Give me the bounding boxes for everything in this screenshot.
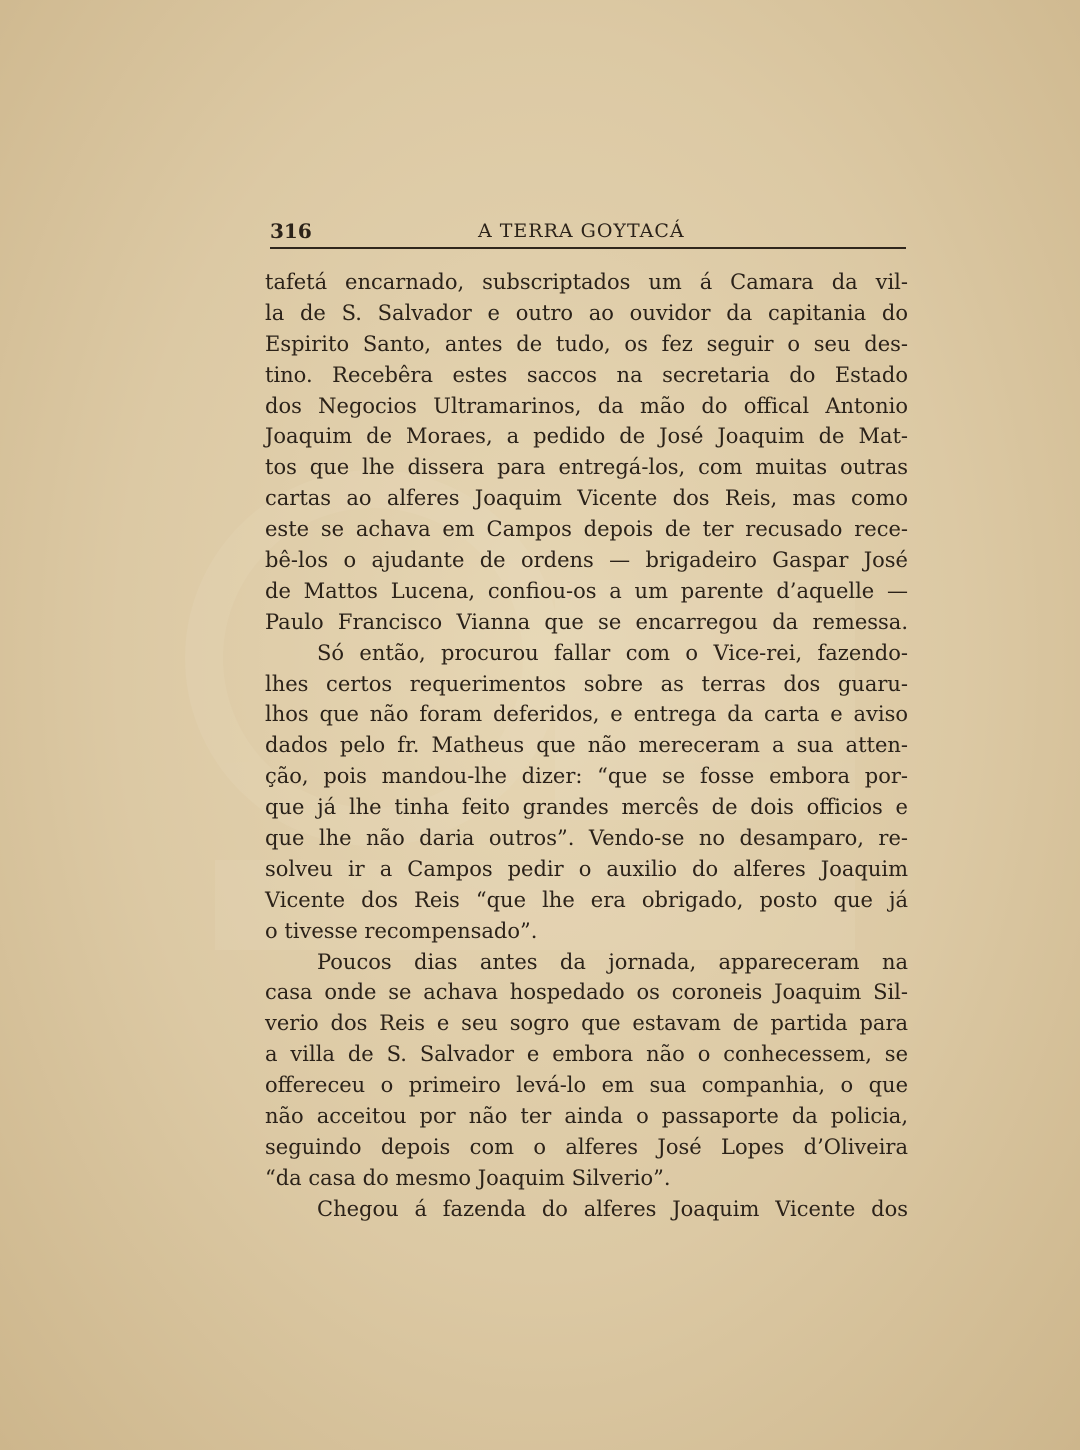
text-line: o tivesse recompensado”. <box>265 918 538 943</box>
text-line: dados pelo fr. Matheus que não mereceram a sua atten- <box>265 733 908 758</box>
text-line: tino. Recebêra estes saccos na secretaria do Estado <box>265 362 908 387</box>
text-line: Chegou á fazenda do alferes Joaquim Vicente dos <box>317 1196 908 1221</box>
text-line: solveu ir a Campos pedir o auxilio do alferes Joaquim <box>265 856 908 881</box>
text-line: la de S. Salvador e outro ao ouvidor da capitania do <box>265 300 908 325</box>
text-line: este se achava em Campos depois de ter recusado rece- <box>265 517 908 542</box>
text-line: ção, pois mandou-lhe dizer: “que se fosse embora por- <box>265 764 908 789</box>
text-line: dos Negocios Ultramarinos, da mão do offical Antonio <box>265 393 908 418</box>
page-number: 316 <box>270 219 312 243</box>
text-line: “da casa do mesmo Joaquim Silverio”. <box>265 1165 671 1190</box>
page-header <box>270 219 906 249</box>
text-line: Paulo Francisco Vianna que se encarregou da remessa. <box>265 609 908 634</box>
running-title: A TERRA GOYTACÁ <box>478 220 685 242</box>
text-line: tos que lhe dissera para entregá-los, com muitas outras <box>265 455 908 480</box>
text-line: Vicente dos Reis “que lhe era obrigado, posto que já <box>265 887 908 912</box>
text-line: offereceu o primeiro levá-lo em sua companhia, o que <box>265 1073 908 1098</box>
text-line: Espirito Santo, antes de tudo, os fez seguir o seu des- <box>265 331 908 356</box>
text-line: lhes certos requerimentos sobre as terras dos guaru- <box>265 671 908 696</box>
text-line: cartas ao alferes Joaquim Vicente dos Reis, mas como <box>265 486 908 511</box>
text-line: seguindo depois com o alferes José Lopes d’Oliveira <box>265 1134 908 1159</box>
text-line: Joaquim de Moraes, a pedido de José Joaquim de Mat- <box>265 424 908 449</box>
text-line: não acceitou por não ter ainda o passaporte da policia, <box>265 1104 908 1129</box>
text-line: de Mattos Lucena, confiou-os a um parente d’aquelle — <box>265 578 908 603</box>
text-line: lhos que não foram deferidos, e entrega da carta e aviso <box>265 702 908 727</box>
text-line: que já lhe tinha feito grandes mercês de dois officios e <box>265 795 908 820</box>
text-line: Só então, procurou fallar com o Vice-rei, fazendo- <box>317 640 908 665</box>
text-line: verio dos Reis e seu sogro que estavam de partida para <box>265 1011 908 1036</box>
text-line: bê-los o ajudante de ordens — brigadeiro Gaspar José <box>265 548 908 573</box>
text-line: a villa de S. Salvador e embora não o conhecessem, se <box>265 1042 908 1067</box>
text-line: Poucos dias antes da jornada, appareceram na <box>317 949 908 974</box>
text-line: que lhe não daria outros”. Vendo-se no desamparo, re- <box>265 826 908 851</box>
text-line: casa onde se achava hospedado os coroneis Joaquim Sil- <box>265 980 908 1005</box>
text-body <box>265 267 908 1225</box>
text-line: tafetá encarnado, subscriptados um á Camara da vil- <box>265 270 908 294</box>
